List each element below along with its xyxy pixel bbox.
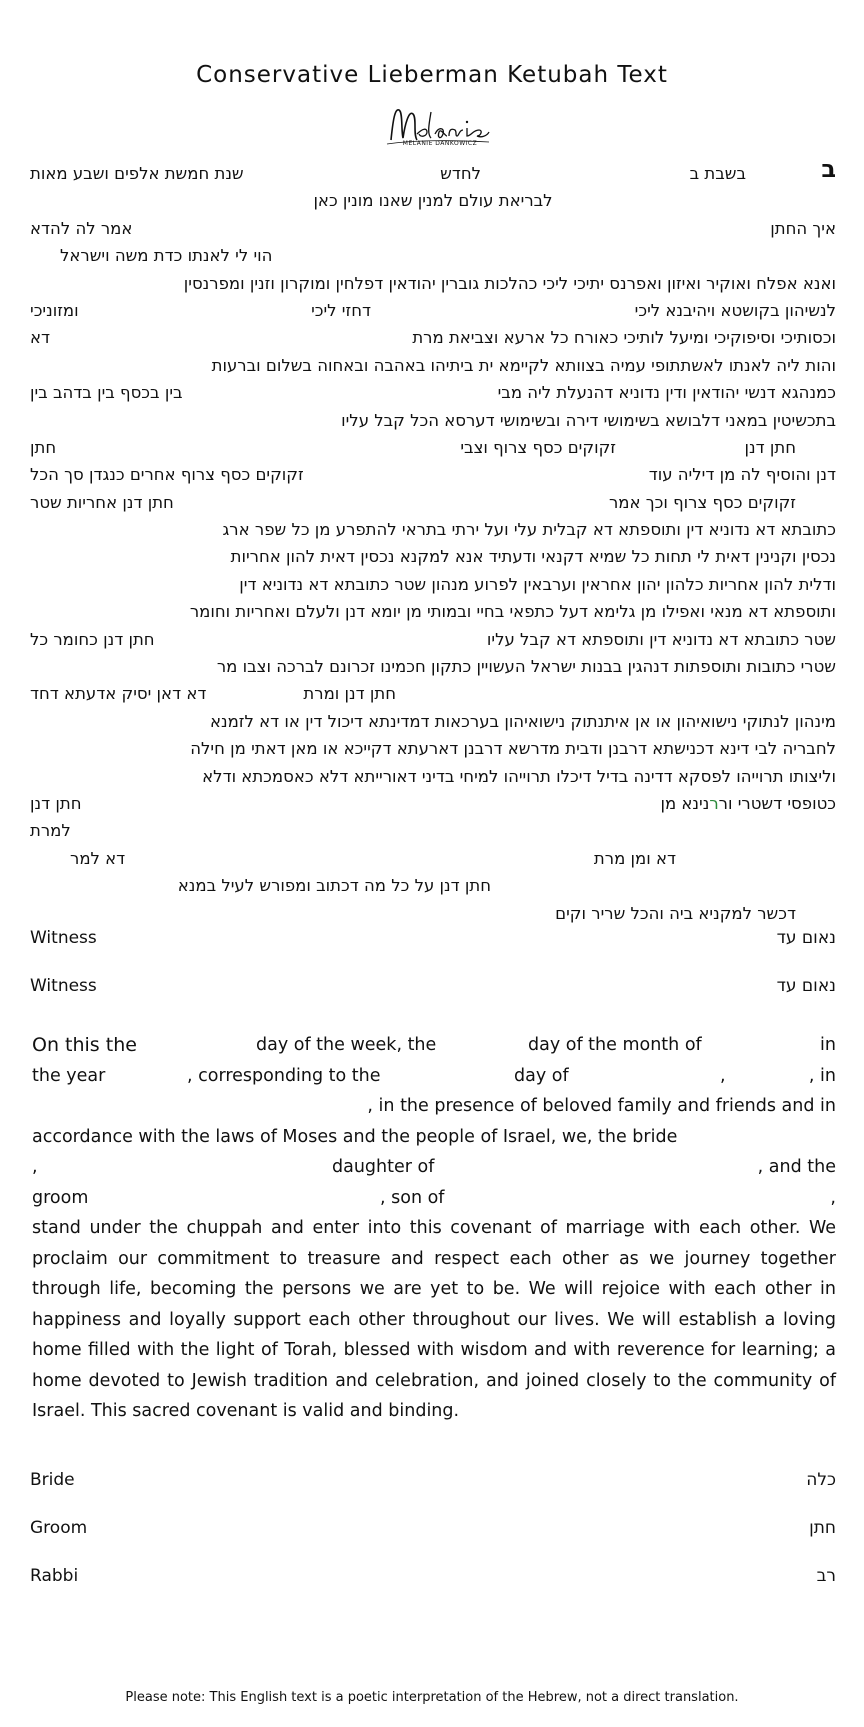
logo-caption: MELANIE DANKOWICZ [402, 140, 478, 147]
hebrew-segment: בתכשיטין במאני דלבושא בשימושי דירה ובשימושי דערסא הכל קבל עליו [341, 410, 836, 430]
hebrew-line [30, 763, 836, 790]
signature-label: Bride [30, 1470, 75, 1490]
hebrew-segment: כמנהגא דנשי יהודאין ודין נדוניא דהנעלת ליה מבי [497, 383, 836, 403]
hebrew-segment: נינא מן [660, 793, 710, 813]
hebrew-segment: שנת חמשת אלפים ושבע מאות [30, 164, 244, 183]
hebrew-line [30, 900, 836, 927]
witness-line [30, 976, 836, 1006]
hebrew-line [30, 516, 836, 543]
hebrew-segment: לחדש [440, 164, 481, 183]
hebrew-segment: לחבריה לבי דינא דכנישתא דרבנן ודבית מדרשא דרבנן דארעתא דקייכא או מאן דאתי מן חילה [190, 739, 836, 759]
hebrew-line [30, 489, 836, 516]
hebrew-segment: לנשיהון בקושטא ויהיבנא ליכי [634, 300, 836, 320]
hebrew-segment: דחזי ליכי [311, 300, 371, 320]
hebrew-segment: ותוספתא דא מנאי ואפילו מן גלימא דעל כתפאי בחיי ובמותי מן יומא דנן ולעלם ואחריות וחומר [189, 602, 836, 622]
hebrew-segment: נכסין וקנינין דאית לי תחות כל שמיא דקנאי ודעתיד אנא למקנא נכסין דאית להון אחריות [230, 547, 836, 567]
hebrew-segment: והות ליה לאנתו לאשתתופי עמיה בצוותא לקיימא ית ביתיהו באהבה ובאחוה בשלום וברעות [211, 355, 836, 375]
english-segment: day of the week, the [256, 1035, 437, 1055]
english-segment: , [830, 1187, 836, 1208]
hebrew-segment: שטרי כתובות ותוספתות דנהגין בבנות ישראל העשויין כתקון חכמינו זכרונם לברכה וצבו מר [216, 657, 836, 677]
hebrew-line [30, 352, 836, 379]
hebrew-line [30, 598, 836, 625]
witness-label: Witness [30, 928, 97, 948]
english-segment: , corresponding to the [187, 1065, 381, 1086]
hebrew-line [30, 297, 836, 324]
english-segment: accordance with the laws of Moses and the people of Israel, we, the bride [32, 1126, 678, 1147]
english-body: stand under the chuppah and enter into this covenant of marriage with each other. We proclaim our commitment to treasure and respect each other as we journey together through life, becoming the persons we are yet to be. We will rejoice with each other in happiness and loyally support each other throughout our lives. We will establish a loving home filled with the light of Torah, blessed with wisdom and with reverence for learning; a home devoted to Jewish tradition and celebration, and joined closely to the community of Israel. This sacred covenant is valid and binding. [32, 1218, 836, 1421]
hebrew-segment: וכסותיכי וסיפוקיכי ומיעל לותיכי כאורח כל ארעא וצביאת מרת [412, 328, 836, 348]
english-line [32, 1152, 836, 1183]
hebrew-segment: דא דאן יסיק אדעתא דחד [30, 684, 207, 704]
witness-label-hebrew: נאום עד [776, 976, 836, 996]
english-segment: groom [32, 1187, 89, 1208]
hebrew-line [30, 817, 836, 844]
hebrew-segment: ואנא אפלח ואוקיר ואיזון ואפרנס יתיכי ליכי כהלכות גוברין יהודאין דפלחין ומוקרון וזנין ומפרנסין [183, 273, 836, 293]
hebrew-line [30, 872, 836, 899]
hebrew-line [30, 571, 836, 598]
english-segment: the year [32, 1065, 106, 1086]
hebrew-segment: דא למר [70, 848, 126, 868]
hebrew-line [30, 735, 836, 762]
english-segment: , in [808, 1065, 836, 1086]
hebrew-segment: דנן והוסיף לה מן דיליה עוד [648, 465, 836, 485]
hebrew-segment: ודלית להון אחריות כלהון יהון אחראין וערבאין לפרוע מנהון שטר כתובתא דא נדוניא דין [239, 574, 836, 594]
hebrew-segment: זקוקים כסף צרוף וצבי [460, 437, 616, 457]
signature-line-groom [30, 1518, 836, 1548]
hebrew-line [30, 845, 836, 872]
english-line [32, 1030, 836, 1061]
hebrew-line [30, 407, 836, 434]
hebrew-line [30, 270, 836, 297]
signature-label: Rabbi [30, 1566, 79, 1586]
hebrew-segment: הוי לי לאנתו כדת משה וישראל [60, 246, 273, 266]
hebrew-line [30, 790, 836, 817]
hebrew-line [30, 653, 836, 680]
hebrew-text [30, 155, 836, 927]
english-segment: day of [514, 1065, 569, 1086]
signature-label-hebrew: כלה [806, 1470, 836, 1490]
hebrew-segment: אמר לה להדא [30, 218, 133, 238]
signature-label-hebrew: רב [816, 1566, 836, 1586]
page-title: Conservative Lieberman Ketubah Text [196, 62, 668, 88]
english-segment: , [32, 1157, 38, 1177]
hebrew-segment: מינהון לנתוקי נישואיהון או אן איתנתוק נישואיהון בערכאות דמדינתא דיכול דין או דא לזמנא [209, 711, 836, 731]
english-segment: in [820, 1035, 836, 1055]
hebrew-line [30, 543, 836, 570]
hebrew-segment: לבריאת עולם למנין שאנו מונין כאן [313, 191, 553, 211]
hebrew-line [30, 626, 836, 653]
hebrew-segment: בשבת ב [689, 164, 746, 183]
hebrew-segment: זקוקים כסף צרוף וכך אמר [608, 492, 796, 512]
melanie-logo [383, 100, 493, 158]
hebrew-segment: חתן דנן כחומר כל [30, 629, 155, 649]
hebrew-segment: חתן דנן על כל מה דכתוב ומפורש לעיל במנא [177, 876, 491, 896]
hebrew-line [30, 242, 836, 269]
signature-line-rabbi [30, 1566, 836, 1596]
hebrew-segment: למרת [30, 821, 71, 841]
hebrew-segment: דכשר למקניא ביה והכל שריר וקים [555, 903, 796, 923]
witness-label-hebrew: נאום עד [776, 928, 836, 948]
hebrew-line [30, 187, 836, 214]
hebrew-line [30, 434, 836, 461]
hebrew-segment: זקוקים כסף צרוף אחרים כנגדן סך הכל [30, 465, 304, 485]
english-segment: day of the month of [528, 1035, 702, 1055]
hebrew-line [30, 461, 836, 488]
hebrew-segment: וליצותו תרוייהו לפסקא דדינה בדיל דיכלו תרוייהו למיחי בדיני דאורייתא דלא כאסמכתא ודלא [202, 766, 836, 786]
hebrew-line [30, 680, 836, 707]
hebrew-line [30, 708, 836, 735]
english-line [32, 1061, 836, 1092]
english-segment: , [720, 1065, 726, 1086]
hebrew-line [30, 215, 836, 242]
english-segment: , in the presence of beloved family and friends and in [367, 1096, 836, 1116]
hebrew-segment: דא ומן מרת [593, 848, 676, 868]
hebrew-segment: בין בכסף בין בדהב בין [30, 383, 183, 403]
hebrew-line [30, 324, 836, 351]
witness-line [30, 928, 836, 958]
english-segment: daughter of [332, 1157, 435, 1177]
hebrew-segment: חתן דנן [30, 793, 82, 813]
hebrew-bet: ב [821, 155, 836, 183]
hebrew-segment: חתן דנן [744, 437, 796, 457]
hebrew-line [30, 155, 836, 187]
hebrew-segment: דא [30, 328, 51, 348]
hebrew-segment: ר [709, 793, 719, 813]
english-line [32, 1122, 836, 1153]
english-line [32, 1091, 836, 1122]
english-segment: , son of [380, 1187, 445, 1208]
hebrew-line [30, 379, 836, 406]
hebrew-segment: ומזוניכי [30, 300, 79, 320]
english-segment: On this the [32, 1034, 137, 1056]
witness-label: Witness [30, 976, 97, 996]
signature-line-bride [30, 1470, 836, 1500]
signature-label-hebrew: חתן [809, 1518, 836, 1538]
signature-label: Groom [30, 1518, 88, 1538]
hebrew-segment: כטופסי דשטרי ור [718, 793, 836, 813]
english-segment: , and the [757, 1157, 836, 1177]
translation-note: Please note: This English text is a poetic interpretation of the Hebrew, not a direct translation. [125, 1690, 739, 1705]
hebrew-segment: שטר כתובתא דא נדוניא דין ותוספתא דא קבל עליו [486, 629, 836, 649]
hebrew-segment: איך החתן [770, 218, 836, 238]
hebrew-segment: חתן דנן אחריות שטר [30, 492, 174, 512]
hebrew-segment: כתובתא דא נדוניא דין ותוספתא דא קבלית עלי ועל ירתי בתראי להתפרע מן כל שפר ארג [222, 520, 836, 540]
english-line [32, 1183, 836, 1214]
hebrew-segment: חתן [30, 437, 57, 457]
english-text [32, 1030, 836, 1427]
hebrew-segment: חתן דנן ומרת [303, 684, 396, 704]
